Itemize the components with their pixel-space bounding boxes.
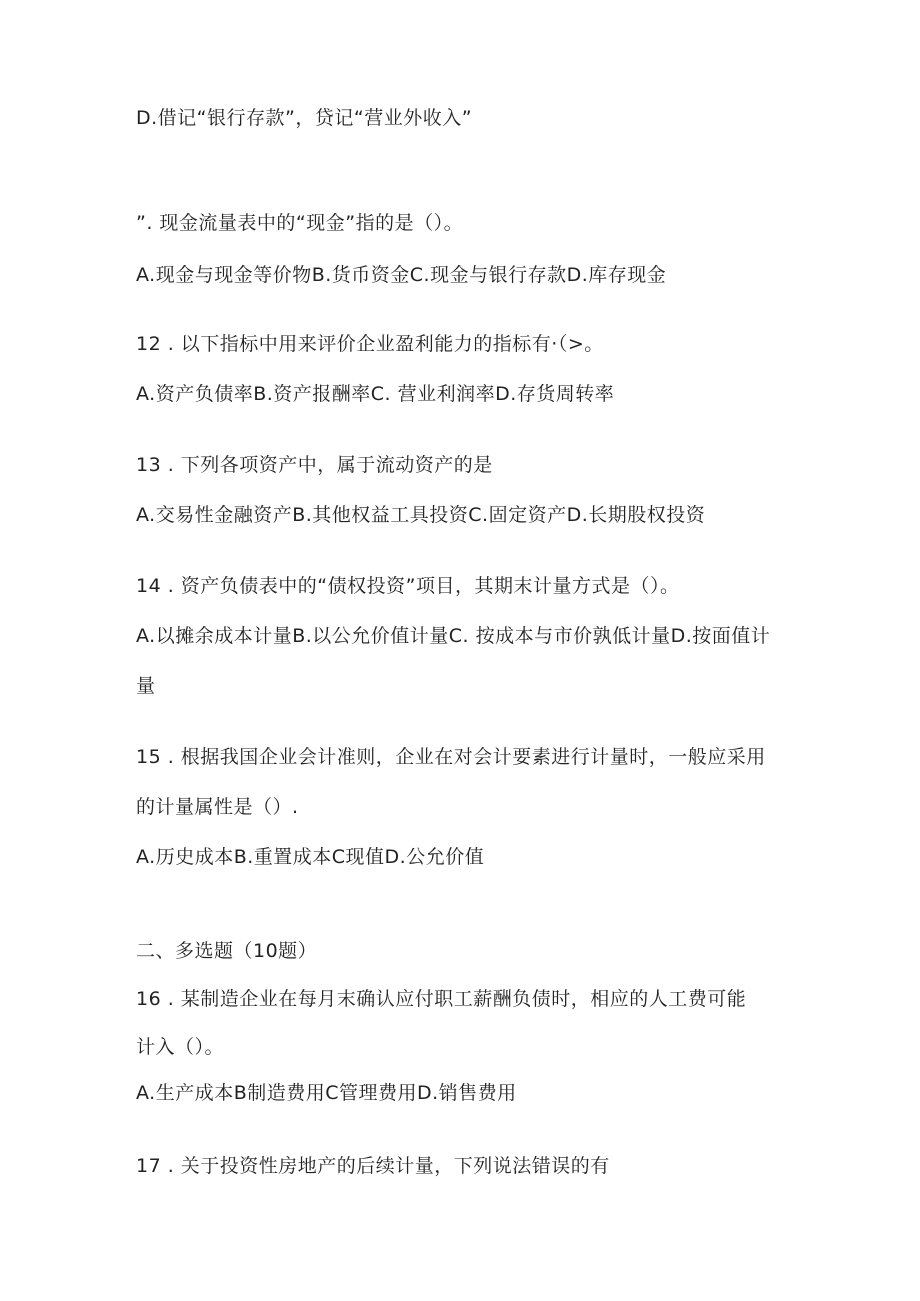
question-16: 16 . 某制造企业在每月末确认应付职工薪酬负债时，相应的人工费可能 — [136, 988, 747, 1010]
option-line-q10-d: D.借记“银行存款”，贷记“营业外收入” — [136, 107, 473, 129]
options-q16: A.生产成本B制造费用C管理费用D.销售费用 — [136, 1082, 517, 1104]
options-q13: A.交易性金融资产B.其他权益工具投资C.固定资产D.长期股权投资 — [136, 504, 706, 526]
question-11: ”. 现金流量表中的“现金”指的是（）。 — [136, 212, 464, 234]
question-15-continued: 的计量属性是（）. — [136, 796, 299, 818]
options-q14: A.以摊余成本计量B.以公允价值计量C. 按成本与市价孰低计量D.按面值计 — [136, 625, 771, 647]
question-13: 13 . 下列各项资产中，属于流动资产的是 — [136, 454, 493, 476]
options-q14-continued: 量 — [136, 675, 156, 697]
question-17: 17 . 关于投资性房地产的后续计量，下列说法错误的有 — [136, 1155, 610, 1177]
question-16-continued: 计入（）。 — [136, 1036, 225, 1058]
question-12: 12 . 以下指标中用来评价企业盈利能力的指标有·（>。 — [136, 333, 604, 355]
options-q15: A.历史成本B.重置成本C现值D.公允价值 — [136, 846, 485, 868]
options-q12: A.资产负债率B.资产报酬率C. 营业利润率D.存货周转率 — [136, 383, 615, 405]
options-q11: A.现金与现金等价物B.货币资金C.现金与银行存款D.库存现金 — [136, 264, 667, 286]
question-15: 15 . 根据我国企业会计准则，企业在对会计要素进行计量时，一般应采用 — [136, 746, 766, 768]
section-heading-multiple-choice: 二、多选题（10题） — [136, 940, 318, 962]
question-14: 14 . 资产负债表中的“债权投资”项目，其期末计量方式是（）。 — [136, 575, 680, 597]
